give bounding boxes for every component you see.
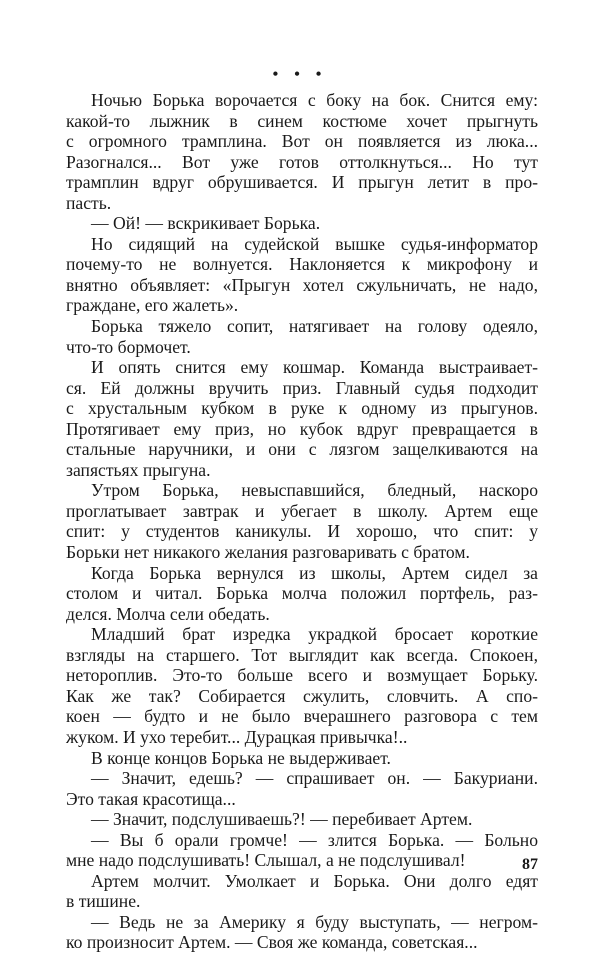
text-line: Это такая красотища... (66, 788, 236, 809)
text-line: — Значит, едешь? — спрашивает он. — Бакуриани. (91, 768, 538, 789)
text-line: внятно объявляет: «Прыгун хотел сжульничать, не надо, (66, 274, 538, 295)
text-line: жуком. И ухо теребит... Дурацкая привычка!.. (66, 726, 408, 747)
text-line: взгляды на старшего. Тот выглядит как всегда. Спокоен, (66, 644, 538, 665)
text-line: какой-то лыжник в синем костюме хочет прыгнуть (66, 110, 538, 131)
text-line: Но сидящий на судейской вышке судья-информатор (91, 233, 538, 254)
text-line: трамплин вдруг обрушивается. И прыгун летит в про- (66, 172, 538, 193)
text-line: ко произносит Артем. — Своя же команда, советская... (66, 932, 478, 953)
text-line: — Вы б орали громче! — злится Борька. — Больно (91, 829, 538, 850)
text-line: спит: у студентов каникулы. И хорошо, что спит: у (66, 521, 538, 542)
text-line: Утром Борька, невыспавшийся, бледный, наскоро (91, 480, 538, 501)
text-line: столом и читал. Борька молча положил портфель, раз- (66, 583, 538, 604)
text-line: в тишине. (66, 891, 141, 912)
text-line: делся. Молча сели обедать. (66, 603, 270, 624)
text-line: почему-то не волнуется. Наклоняется к микрофону и (66, 254, 538, 275)
text-line: Ночью Борька ворочается с боку на бок. Снится ему: (91, 90, 538, 110)
text-line: Борька тяжело сопит, натягивает на голову одеяло, (91, 316, 538, 337)
text-line: Разогнался... Вот уже готов оттолкнуться... Но тут (66, 151, 538, 172)
text-line: И опять снится ему кошмар. Команда выстраивает- (91, 357, 538, 378)
text-line: с огромного трамплина. Вот он появляется из люка... (66, 131, 538, 152)
body-text (66, 90, 538, 953)
text-line: проглатывает завтрак и убегает в школу. Артем еще (66, 500, 538, 521)
text-line: — Ой! — вскрикивает Борька. (91, 213, 321, 234)
text-line: Младший брат изредка украдкой бросает короткие (91, 624, 538, 645)
text-line: запястьях прыгуна. (66, 459, 211, 480)
text-line: пасть. (66, 192, 112, 213)
text-line: что-то бормочет. (66, 336, 191, 357)
text-line: В конце концов Борька не выдерживает. (91, 747, 391, 768)
text-line: мне надо подслушивать! Слышал, а не подслушивал! (66, 850, 466, 871)
text-line: Как же так? Собирается сжулить, словчить. А спо- (66, 685, 538, 706)
text-line: граждане, его жалеть». (66, 295, 239, 316)
page-number: 87 (522, 856, 538, 873)
text-line: — Значит, подслушиваешь?! — перебивает Артем. (91, 809, 473, 830)
text-line: нетороплив. Это-то больше всего и возмущает Борьку. (66, 665, 538, 686)
text-line: стальные наручники, и они с лязгом защелкиваются на (66, 439, 538, 460)
text-line: Борьки нет никакого желания разговаривать с братом. (66, 542, 470, 563)
section-separator: • • • (272, 66, 328, 83)
text-line: — Ведь не за Америку я буду выступать, — негром- (91, 911, 538, 932)
text-line: Протягивает ему приз, но кубок вдруг превращается в (66, 418, 538, 439)
text-line: Когда Борька вернулся из школы, Артем сидел за (91, 562, 538, 583)
text-line: ся. Ей должны вручить приз. Главный судья подходит (66, 377, 538, 398)
text-line: Артем молчит. Умолкает и Борька. Они долго едят (91, 870, 538, 891)
text-line: коен — будто и не было вчерашнего разговора с тем (66, 706, 538, 727)
text-line: с хрустальным кубком в руке к одному из прыгунов. (66, 398, 538, 419)
